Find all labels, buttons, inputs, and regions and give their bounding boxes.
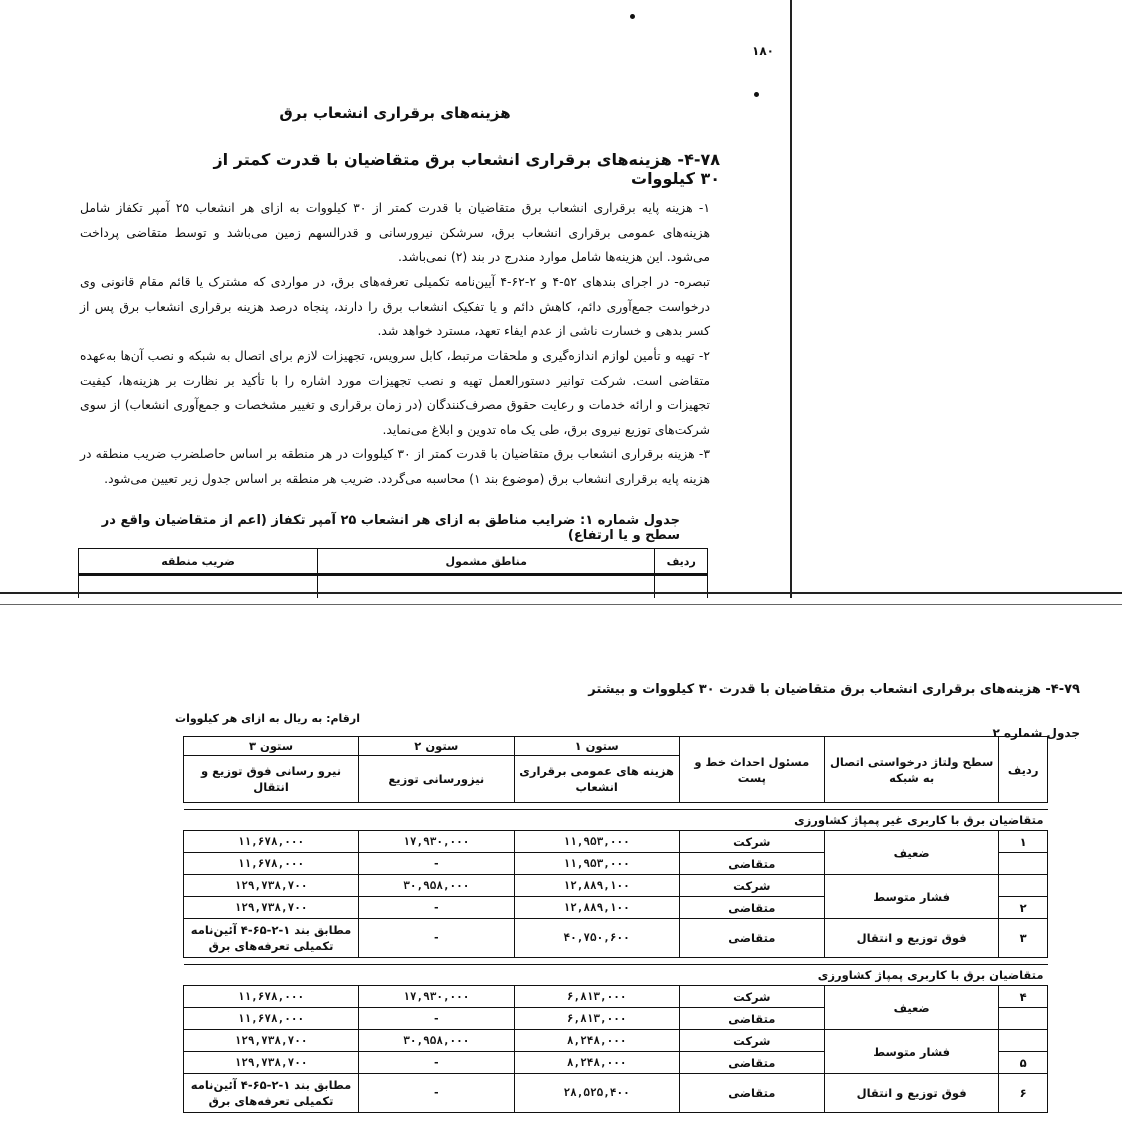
subsection-heading: ۴-۷۸- هزینه‌های برقراری انشعاب برق متقاضیان با قدرت کمتر از ۳۰ کیلووات bbox=[213, 150, 720, 188]
table1-caption: جدول شماره ۱: ضرایب مناطق به ازای هر انشعاب ۲۵ آمپر تکفاز (اعم از متقاضیان واقع در سطح و یا ارتفاع) bbox=[101, 513, 680, 543]
header-responsible: مسئول احداث خط و پست bbox=[679, 737, 824, 803]
table2-label: جدول شماره ۲ bbox=[992, 726, 1080, 740]
section-non-agricultural: متقاضیان برق با کاربری غیر پمپاژ کشاورزی bbox=[184, 810, 1048, 831]
scan-speck bbox=[754, 92, 759, 97]
table1-header-coefficient: ضریب منطقه bbox=[79, 549, 318, 575]
page-number: ۱۸۰ bbox=[752, 44, 774, 58]
header-col3-number: ستون ۳ bbox=[184, 737, 359, 756]
header-col2-number: ستون ۲ bbox=[359, 737, 515, 756]
table-row: ۴ ضعیف شرکت ۶,۸۱۳,۰۰۰ ۱۷,۹۳۰,۰۰۰ ۱۱,۶۷۸,۰۰۰ bbox=[184, 986, 1048, 1008]
table-row: فشار متوسط شرکت ۱۲,۸۸۹,۱۰۰ ۳۰,۹۵۸,۰۰۰ ۱۲۹,۷۳۸,۷۰۰ bbox=[184, 875, 1048, 897]
table-row: متقاضی ۱۱,۹۵۳,۰۰۰ - ۱۱,۶۷۸,۰۰۰ bbox=[184, 853, 1048, 875]
scan-speck bbox=[630, 14, 635, 19]
table-row: متقاضی ۶,۸۱۳,۰۰۰ - ۱۱,۶۷۸,۰۰۰ bbox=[184, 1008, 1048, 1030]
table-row: فشار متوسط شرکت ۸,۲۴۸,۰۰۰ ۳۰,۹۵۸,۰۰۰ ۱۲۹,۷۳۸,۷۰۰ bbox=[184, 1030, 1048, 1052]
paragraph-3: ۳- هزینه برقراری انشعاب برق متقاضیان با قدرت کمتر از ۳۰ کیلووات در هر منطقه بر اساس حاصلضرب ضریب منطقه در هزینه پایه برقراری انشعاب برق (موضوع بند ۱) محاسبه می‌گردد. ضریب هر منطقه بر اساس جدول زیر تعیین می‌شود. bbox=[80, 446, 710, 486]
paragraph-note: تبصره- در اجرای بندهای ۵۲-۴ و ۲-۶۲-۴ آیین‌نامه تکمیلی تعرفه‌های برق، در مواردی که مشترک یا قائم مقام قانونی وی درخواست جمع‌آوری دائم، کاهش دائم و یا تفکیک انشعاب برق را دارند، پنجاه درصد هزینه برقراری انشعاب برق پس از کسر بدهی و خسارت ناشی از عدم ایفاء تعهد، مسترد خواهد شد. bbox=[80, 274, 710, 338]
table-1 bbox=[78, 548, 708, 598]
header-voltage-level: سطح ولتاژ درخواستی اتصال به شبکه bbox=[824, 737, 998, 803]
table1-header-regions: مناطق مشمول bbox=[318, 549, 655, 575]
paragraph-2: ۲- تهیه و تأمین لوازم اندازه‌گیری و ملحقات مرتبط، کابل سرویس، تجهیزات لازم برای اتصال به شبکه و نصب آن‌ها به‌عهده متقاضی است. شرکت توانیر دستورالعمل تهیه و نصب تجهیزات مورد اشاره را با تأکید بر نظارت بر هزینه‌ها، کیفیت تجهیزات و ارائه خدمات و رعایت حقوق مصرف‌کنندگان (در زمان برقراری و تغییر مشخصات و جمع‌آوری انشعاب) از سوی شرکت‌های توزیع نیروی برق، طی یک ماه تدوین و ابلاغ می‌نماید. bbox=[80, 348, 710, 437]
unit-note: ارقام: به ریال به ازای هر کیلووات bbox=[175, 712, 360, 725]
table-row: ۶ فوق توزیع و انتقال متقاضی ۲۸,۵۲۵,۴۰۰ - مطابق بند ۱-۲-۶۵-۴ آئین‌نامه تکمیلی تعرفه‌های برق bbox=[184, 1074, 1048, 1113]
document-page-top bbox=[0, 0, 792, 598]
header-col1-number: ستون ۱ bbox=[514, 737, 679, 756]
section-heading: هزینه‌های برقراری انشعاب برق bbox=[279, 104, 511, 122]
page-separator bbox=[0, 592, 1122, 605]
table-row: ۵ متقاضی ۸,۲۴۸,۰۰۰ - ۱۲۹,۷۳۸,۷۰۰ bbox=[184, 1052, 1048, 1074]
header-col3: نیرو رسانی فوق توزیع و انتقال bbox=[184, 756, 359, 803]
table-row: ۱ ضعیف شرکت ۱۱,۹۵۳,۰۰۰ ۱۷,۹۳۰,۰۰۰ ۱۱,۶۷۸,۰۰۰ bbox=[184, 831, 1048, 853]
table-2 bbox=[183, 736, 1048, 1113]
table-row: ۳ فوق توزیع و انتقال متقاضی ۴۰,۷۵۰,۶۰۰ - مطابق بند ۱-۲-۶۵-۴ آئین‌نامه تکمیلی تعرفه‌های برق bbox=[184, 919, 1048, 958]
header-col2: نیزورسانی توزیع bbox=[359, 756, 515, 803]
header-row-number: ردیف bbox=[999, 737, 1048, 803]
header-col1: هزینه های عمومی برقراری انشعاب bbox=[514, 756, 679, 803]
section-heading-79: ۴-۷۹- هزینه‌های برقراری انشعاب برق متقاضیان با قدرت ۳۰ کیلووات و بیشتر bbox=[588, 682, 1080, 697]
table1-header-row: ردیف bbox=[655, 549, 708, 575]
section-agricultural: متقاضیان برق با کاربری پمپاژ کشاورزی bbox=[184, 965, 1048, 986]
paragraph-1: ۱- هزینه پایه برقراری انشعاب برق متقاضیان با قدرت کمتر از ۳۰ کیلووات به ازای هر انشعاب ۲۵ آمپر تکفاز شامل هزینه‌های عمومی برقراری انشعاب برق، سرشکن نیرورسانی و قدرالسهم زمین می‌باشد و توسط متقاضی پرداخت می‌شود. این هزینه‌ها شامل موارد مندرج در بند (۲) نمی‌باشد. bbox=[80, 200, 710, 264]
table-row: ۲ متقاضی ۱۲,۸۸۹,۱۰۰ - ۱۲۹,۷۳۸,۷۰۰ bbox=[184, 897, 1048, 919]
